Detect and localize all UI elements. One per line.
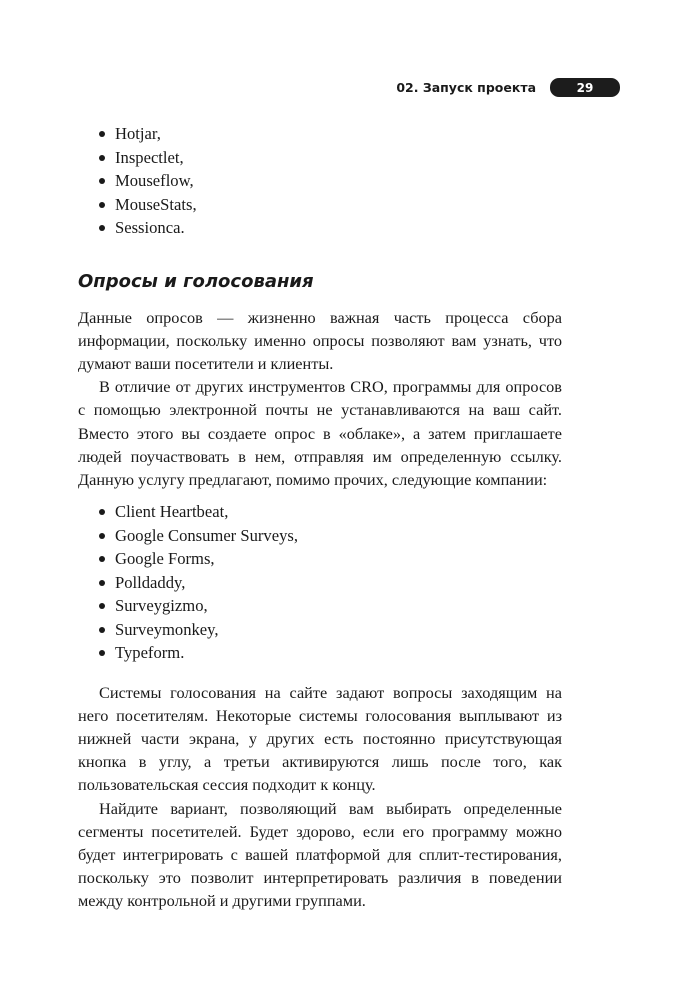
paragraph: Системы голосования на сайте задают вопросы заходящим на него посетителям. Некоторые системы голосования выплывают из нижней части экрана, у других есть постоянно присутствующая кнопка в углу, а третьи активируются лишь после того, как пользовательская сессия подходит к концу. bbox=[78, 682, 562, 795]
chapter-title: 02. Запуск проекта bbox=[396, 80, 536, 95]
section-heading: Опросы и голосования bbox=[78, 270, 314, 292]
list-item: Polldaddy, bbox=[78, 571, 562, 595]
list-item: Inspectlet, bbox=[78, 146, 562, 170]
paragraph: В отличие от других инструментов CRO, программы для опросов с помощью электронной почты не устанавливаются на ваш сайт. Вместо этого вы создаете опрос в «облаке», а затем приглашаете людей поучаствовать в нем, отправляя им определенную ссылку. Данную услугу предлагают, помимо прочих, следующие компании: bbox=[78, 377, 562, 489]
paragraph: Найдите вариант, позволяющий вам выбирать определенные сегменты посетителей. Будет здорово, если его программу можно будет интегрировать с вашей платформой для сплит-тестирования, поскольку это позволит интерпретировать различия в поведении между контрольной и другими группами. bbox=[78, 798, 562, 911]
tools-list bbox=[78, 122, 562, 240]
page-body bbox=[78, 120, 562, 913]
list-item: Hotjar, bbox=[78, 122, 562, 146]
list-item: Mouseflow, bbox=[78, 169, 562, 193]
running-header bbox=[396, 78, 620, 97]
list-item: Google Forms, bbox=[78, 547, 562, 571]
list-item: Client Heartbeat, bbox=[78, 500, 562, 524]
list-item: Surveymonkey, bbox=[78, 618, 562, 642]
list-item: MouseStats, bbox=[78, 193, 562, 217]
paragraph: Данные опросов — жизненно важная часть процесса сбора информации, поскольку именно опросы позволяют вам узнать, что думают ваши посетители и клиенты. bbox=[78, 307, 562, 373]
list-item: Typeform. bbox=[78, 641, 562, 665]
list-item: Surveygizmo, bbox=[78, 594, 562, 618]
page-number-badge: 29 bbox=[550, 78, 620, 97]
list-item: Sessionca. bbox=[78, 216, 562, 240]
list-item: Google Consumer Surveys, bbox=[78, 524, 562, 548]
companies-list bbox=[78, 500, 562, 665]
